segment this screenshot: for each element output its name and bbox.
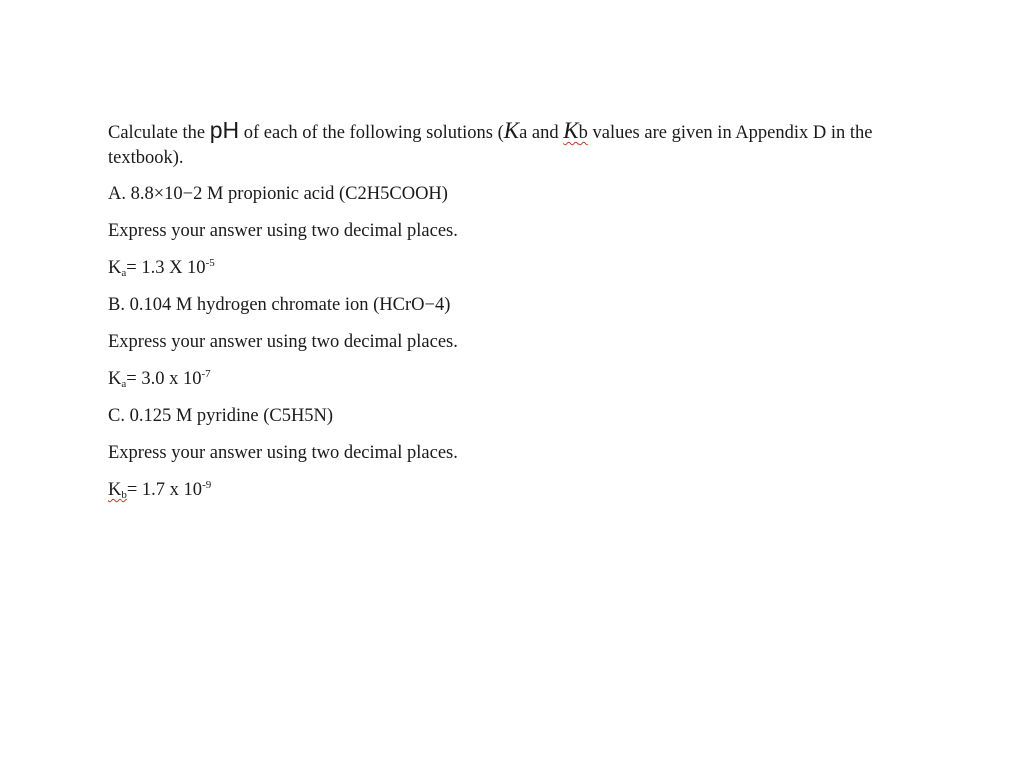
ph-term: pH <box>209 117 240 143</box>
constant-value: = 1.3 X 10 <box>126 258 206 278</box>
intro-text: and <box>527 123 564 143</box>
kb-symbol: K <box>563 118 579 143</box>
constant-letter: K <box>108 258 122 278</box>
part-b-instruction: Express your answer using two decimal places. <box>108 332 458 352</box>
kb-constant-group <box>108 480 127 500</box>
constant-exponent: -7 <box>201 368 211 380</box>
ka-subscript: a <box>519 123 528 143</box>
part-a-question: A. 8.8×10−2 M propionic acid (C2H5COOH) <box>108 184 448 204</box>
kb-symbol-group <box>563 118 588 143</box>
constant-subscript: a <box>121 267 127 279</box>
constant-letter: K <box>108 369 122 389</box>
constant-exponent: -5 <box>205 257 215 269</box>
intro-paragraph <box>108 118 928 171</box>
constant-value: = 3.0 x 10 <box>126 369 202 389</box>
part-b-constant <box>108 367 928 392</box>
part-a-constant <box>108 256 928 281</box>
part-c-question: C. 0.125 M pyridine (C5H5N) <box>108 406 334 426</box>
part-c-constant <box>108 478 928 503</box>
part-a-instruction: Express your answer using two decimal places. <box>108 221 458 241</box>
part-c-instruction: Express your answer using two decimal places. <box>108 443 458 463</box>
constant-subscript: b <box>121 489 127 501</box>
ka-symbol: K <box>503 118 520 143</box>
constant-exponent: -9 <box>202 479 212 491</box>
constant-value: = 1.7 x 10 <box>126 480 203 500</box>
part-b-question: B. 0.104 M hydrogen chromate ion (HCrO−4) <box>108 295 451 315</box>
constant-subscript: a <box>121 378 127 390</box>
intro-text: values are given in Appendix D in the textbook). <box>108 123 873 168</box>
constant-letter: K <box>108 480 122 500</box>
intro-text: of each of the following solutions ( <box>239 123 504 143</box>
problem-text <box>108 118 928 515</box>
kb-subscript: b <box>578 123 588 143</box>
intro-text: Calculate the <box>108 123 210 143</box>
